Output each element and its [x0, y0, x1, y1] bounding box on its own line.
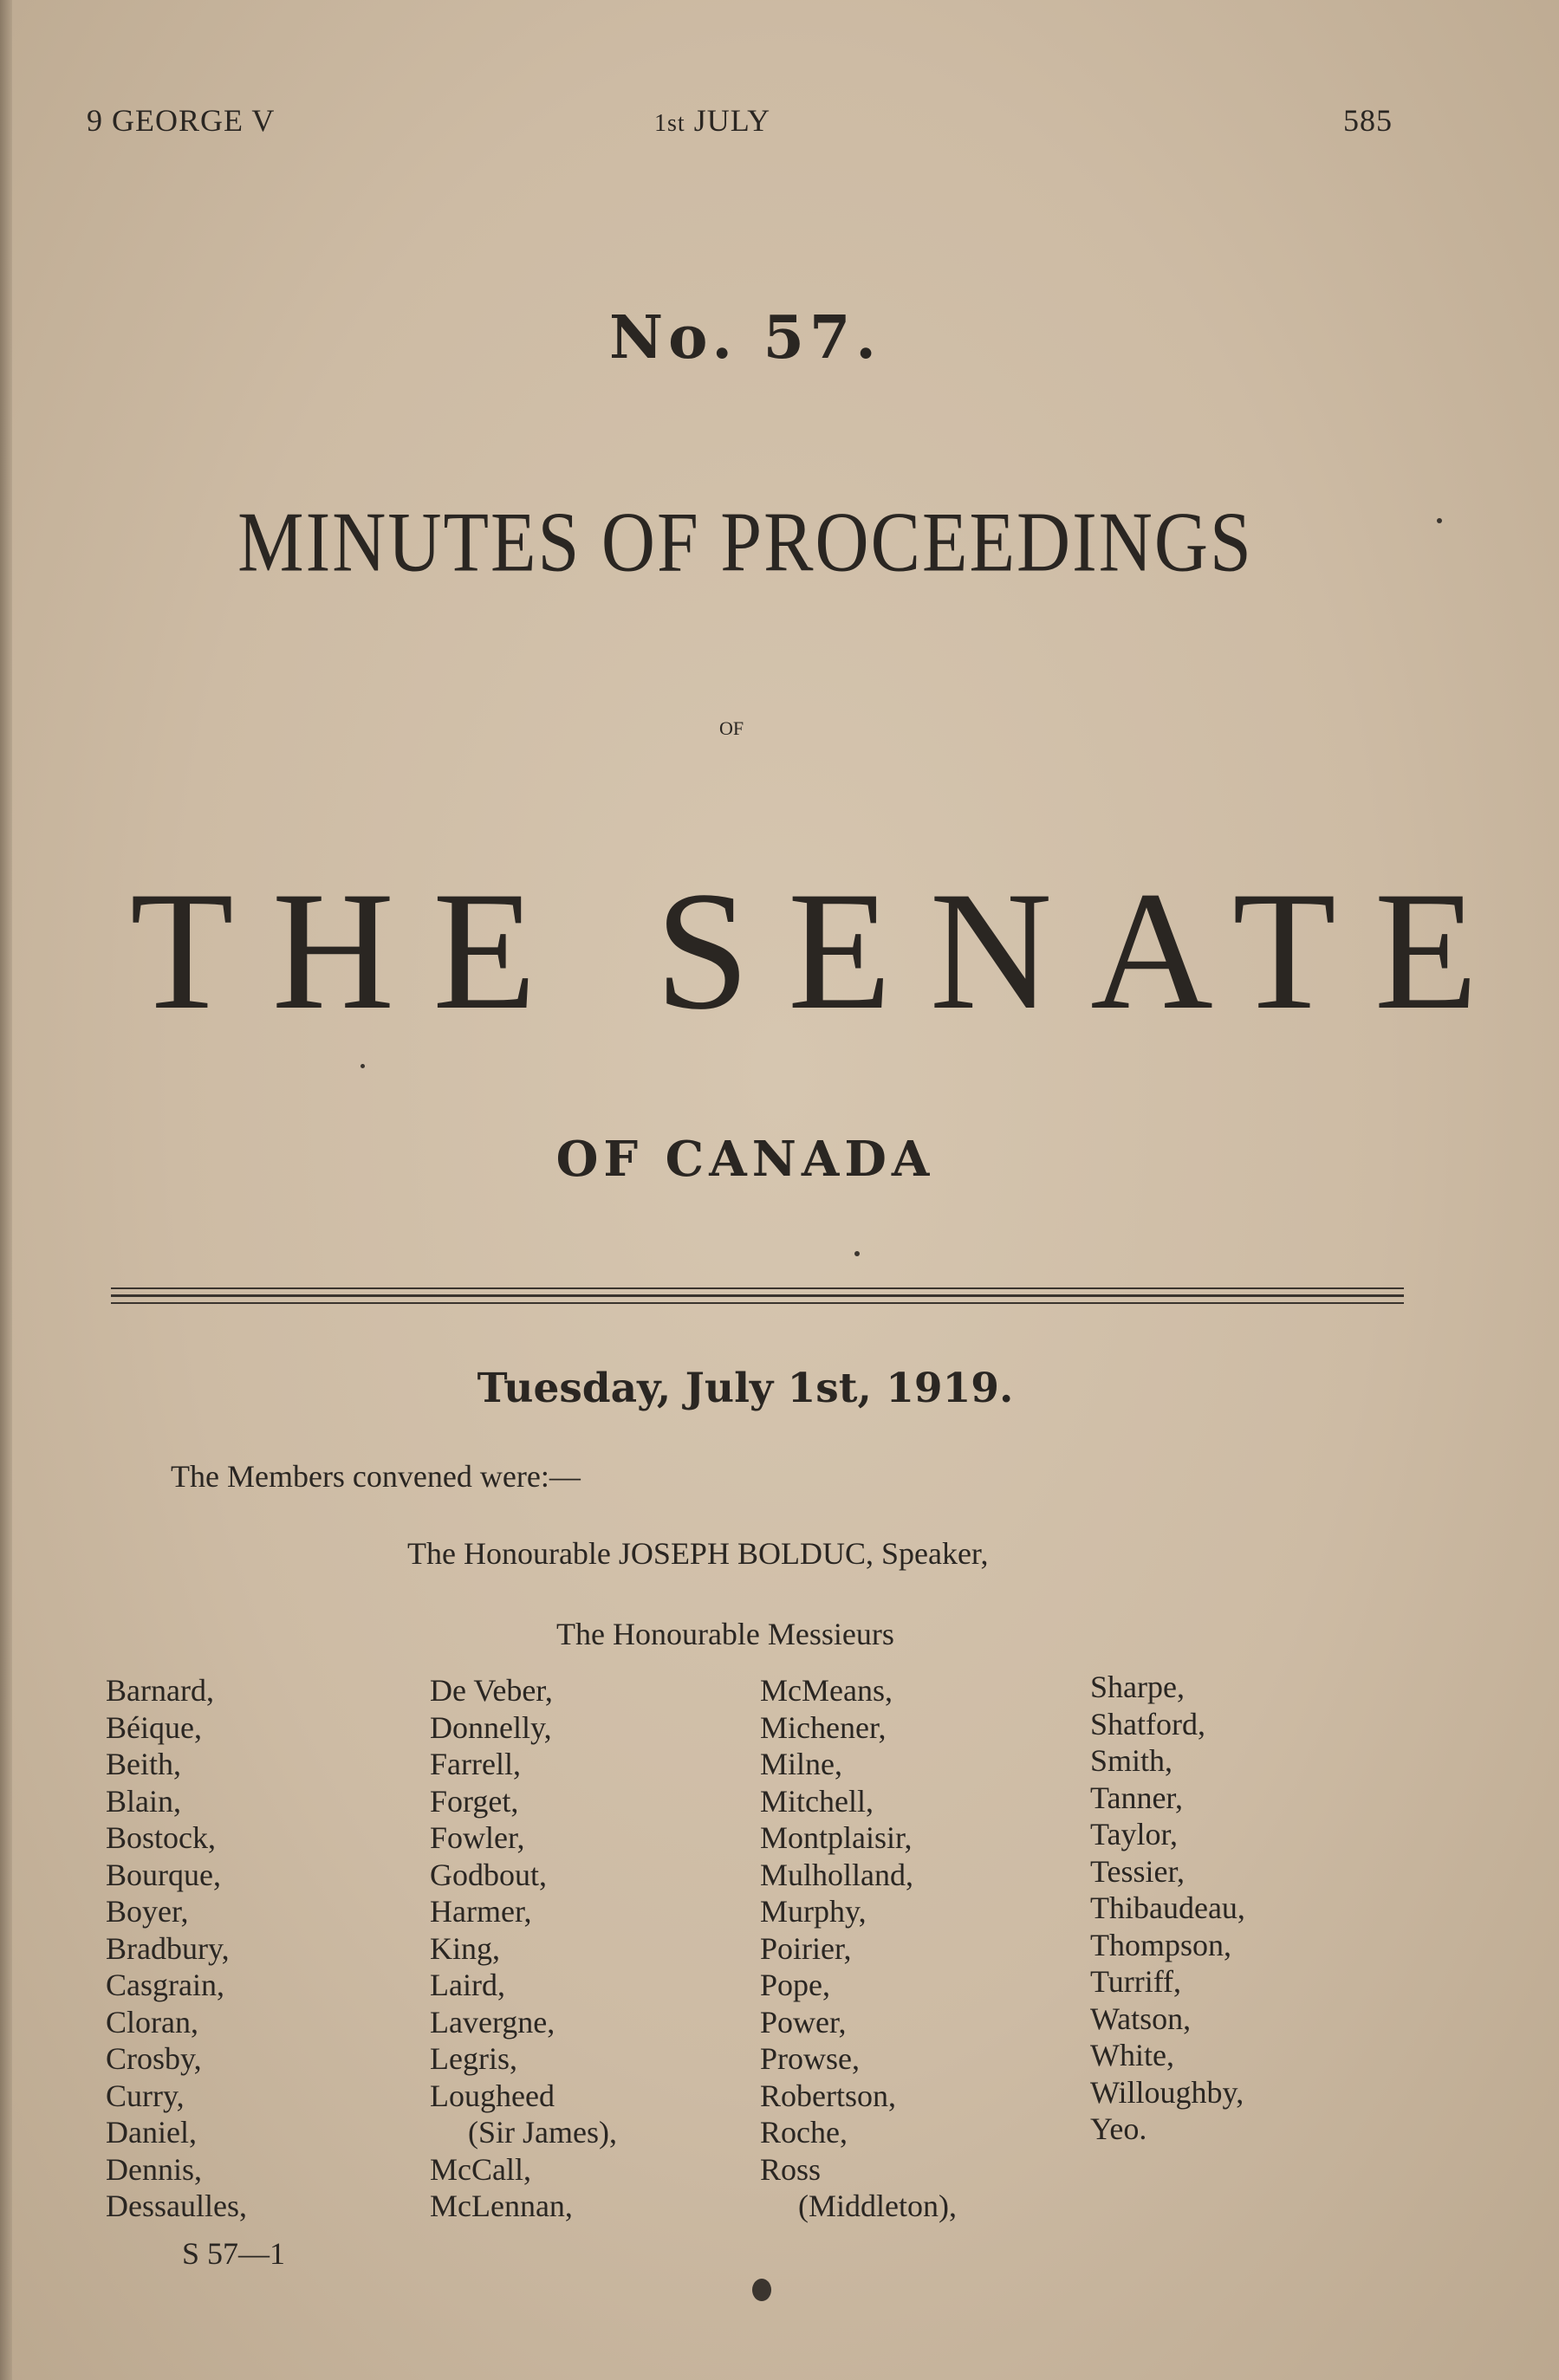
members-column-1: [106, 1672, 247, 2225]
member-name: De Veber,: [430, 1673, 553, 1708]
member-name: Curry,: [106, 2078, 185, 2113]
ink-speck: [854, 1251, 860, 1256]
member-name: Turriff,: [1090, 1964, 1182, 1999]
member-name: Taylor,: [1090, 1817, 1179, 1851]
member-name: Lavergne,: [430, 2004, 555, 2040]
member-name: Bradbury,: [106, 1930, 230, 1966]
member-name: Dessaulles,: [106, 2189, 247, 2223]
member-name: Power,: [760, 2004, 847, 2040]
member-name: McCall,: [430, 2151, 531, 2187]
member-name: Daniel,: [106, 2115, 197, 2150]
of-word: OF: [719, 717, 744, 739]
member-name: Prowse,: [760, 2041, 860, 2076]
member-name: Forget,: [430, 1783, 519, 1819]
header-month: JULY: [693, 103, 771, 138]
member-name: Tessier,: [1090, 1853, 1185, 1889]
members-column-2: [430, 1672, 617, 2225]
members-intro: The Members convened were:—: [171, 1459, 581, 1494]
member-name: Pope,: [760, 1968, 830, 2002]
member-name: King,: [430, 1930, 500, 1966]
member-name: Beith,: [106, 1747, 181, 1781]
member-name: McMeans,: [760, 1673, 893, 1708]
member-name: Lougheed: [430, 2078, 555, 2113]
member-name: Fowler,: [430, 1820, 525, 1855]
member-name: McLennan,: [430, 2189, 573, 2223]
member-name: Robertson,: [760, 2078, 896, 2113]
header-reign: 9 GEORGE V: [87, 103, 276, 138]
member-name: Yeo.: [1090, 2111, 1147, 2146]
member-name: Crosby,: [106, 2041, 202, 2076]
member-name: Thibaudeau,: [1090, 1890, 1245, 1925]
member-name: Milne,: [760, 1747, 842, 1781]
canada-title: OF CANADA: [555, 1131, 935, 1188]
header-date: [654, 102, 770, 139]
member-name: Blain,: [106, 1783, 181, 1819]
ink-speck: [361, 1064, 365, 1068]
member-name: Harmer,: [430, 1894, 532, 1929]
member-name: Ross: [760, 2151, 822, 2187]
member-name: White,: [1090, 2038, 1174, 2072]
member-name: Roche,: [760, 2115, 848, 2150]
member-name: Dennis,: [106, 2151, 202, 2187]
ink-speck: [1437, 518, 1442, 523]
member-name: Bostock,: [106, 1820, 217, 1855]
members-column-4: [1090, 1669, 1245, 2148]
member-name: Mulholland,: [760, 1857, 913, 1892]
member-name: Legris,: [430, 2041, 517, 2076]
member-name: Willoughby,: [1090, 2074, 1244, 2110]
member-name: Godbout,: [430, 1857, 547, 1892]
member-name: Thompson,: [1090, 1927, 1232, 1962]
header-day: 1st: [654, 110, 685, 137]
member-name: Mitchell,: [760, 1783, 874, 1819]
members-column-3: [760, 1672, 957, 2225]
member-name: Tanner,: [1090, 1780, 1183, 1815]
member-name: Béique,: [106, 1709, 202, 1745]
member-name: Cloran,: [106, 2004, 198, 2040]
printer-signature: S 57—1: [182, 2236, 286, 2271]
double-rule-middle: [111, 1294, 1404, 1297]
member-name: Smith,: [1090, 1743, 1173, 1778]
senate-title: THE SENATE: [130, 857, 1517, 1045]
member-name: Montplaisir,: [760, 1820, 913, 1855]
minutes-title: MINUTES OF PROCEEDINGS: [237, 493, 1253, 590]
member-name: Donnelly,: [430, 1709, 552, 1745]
messieurs-line: The Honourable Messieurs: [556, 1617, 894, 1651]
member-name: Shatford,: [1090, 1706, 1205, 1741]
member-name-continuation: (Sir James),: [468, 2115, 617, 2150]
sitting-date: Tuesday, July 1st, 1919.: [477, 1365, 1014, 1412]
member-name: Barnard,: [106, 1673, 214, 1708]
member-name: Boyer,: [106, 1894, 189, 1929]
issue-number: No. 57.: [609, 303, 881, 373]
member-name: Watson,: [1090, 2001, 1192, 2036]
member-name: Murphy,: [760, 1894, 867, 1929]
member-name: Bourque,: [106, 1857, 221, 1892]
member-name: Casgrain,: [106, 1968, 224, 2002]
double-rule-top: [111, 1287, 1404, 1289]
member-name: Sharpe,: [1090, 1670, 1185, 1704]
member-name-continuation: (Middleton),: [798, 2189, 957, 2223]
speaker-line: The Honourable JOSEPH BOLDUC, Speaker,: [407, 1536, 989, 1571]
member-name: Poirier,: [760, 1930, 852, 1966]
header-page-number: 585: [1343, 103, 1393, 138]
member-name: Michener,: [760, 1709, 887, 1745]
member-name: Farrell,: [430, 1747, 521, 1781]
ink-speck: [752, 2279, 771, 2301]
double-rule-bottom: [111, 1302, 1404, 1304]
member-name: Laird,: [430, 1968, 505, 2002]
